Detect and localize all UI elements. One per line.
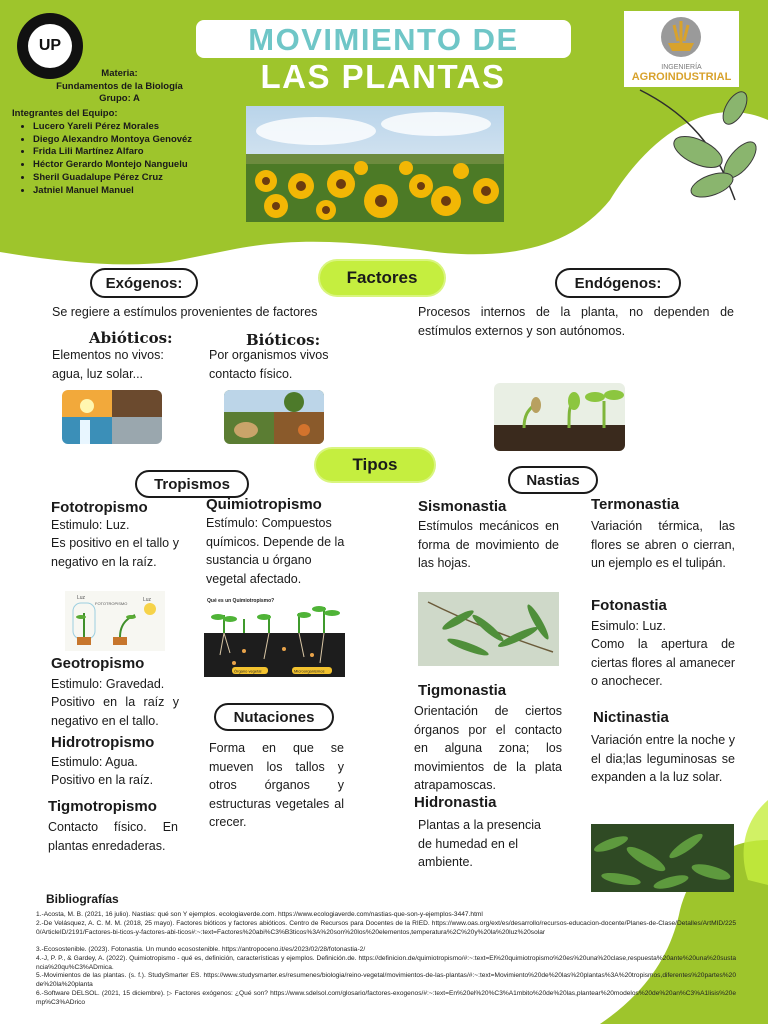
hidronastia-title: Hidronastia bbox=[414, 794, 497, 811]
quimiotropismo-desc: Estímulo: Compuestos químicos. Depende de la sustancia u órgano vegetal afectado. bbox=[206, 516, 345, 586]
fototropismo-desc: Es positivo en el tallo y negativo en la raíz. bbox=[51, 536, 179, 569]
quimiotropismo-figure bbox=[204, 593, 345, 677]
bibliografia-title: Bibliografías bbox=[46, 892, 119, 906]
fig-quimio-tag2: Microorganismos bbox=[294, 668, 325, 674]
hidrotropismo-title: Hidrotropismo bbox=[51, 734, 155, 751]
reference-item: 2.-De Velásquez, A. C. M. M. (2018, 25 mayo). Factores bióticos y factores abióticos. Centro de Recursos para Docentes de la RIED. https://www.oas.org/ext/es/desarrollo/recursos-educacion-docente/Planes-de-Clase/Detalles/ArtMID/2250/ArticleID/2191/Factores-bi-ticos-y-factores-abi-ticos#:~:text=Factores%20abi%C3%B3ticos%3A%20son%20los%20elementos,temperatura%2C%20y%20la%20luz%20solar bbox=[36, 920, 736, 936]
abioticos-title: Abióticos: bbox=[89, 329, 173, 347]
nictinastia-title: Nictinastia bbox=[593, 709, 669, 726]
nutaciones-desc: Forma en que se mueven los tallos y otros órganos y estructuras vegetales al crecer. bbox=[209, 741, 344, 829]
logo-caption-2: AGROINDUSTRIAL bbox=[631, 71, 732, 83]
fig-quimio-tag1: Órgano vegetal bbox=[234, 668, 262, 674]
bioticos-title: Bióticos: bbox=[246, 331, 321, 349]
tipos-pill: Tipos bbox=[316, 449, 434, 481]
sismonastia-image bbox=[418, 592, 559, 666]
fotonastia-stimulus: Esimulo: Luz. bbox=[591, 619, 667, 633]
member-item: • Frida Lili Martínez Alfaro bbox=[33, 146, 238, 159]
fig-foto-label-right: Luz bbox=[143, 597, 152, 603]
member-item: • Lucero Yareli Pérez Morales bbox=[33, 121, 238, 134]
termonastia-desc: Variación térmica, las flores se abren o cierran, un ejemplo es el tulipán. bbox=[591, 519, 735, 570]
quimiotropismo-title: Quimiotropismo bbox=[206, 496, 322, 513]
geotropismo-title: Geotropismo bbox=[51, 655, 145, 672]
logo-up-text: UP bbox=[28, 24, 72, 68]
termonastia-title: Termonastia bbox=[591, 496, 680, 513]
reference-item: 1.-Acosta, M. B. (2021, 16 julio). Nastias: qué son Y ejemplos. ecologiaverde.com. https://www.ecologiaverde.com/nastias-que-son-y-ejemplos-3447.html bbox=[36, 911, 483, 918]
reference-item: 6.-Software DELSOL. (2021, 15 diciembre). ▷ Factores exógenos: ¿Qué son? https://www.sdelsol.com/glosario/factores-exogenos/#:~:text=En%20el%20%C3%A1mbito%20de%20las,plantear%20modelos%20de%20an%C3%A1lisis%20emp%C3%ADrico bbox=[36, 990, 736, 1006]
exogenos-pill: Exógenos: bbox=[90, 268, 198, 298]
geotropismo-desc: Positivo en la raíz y negativo en el tallo. bbox=[51, 695, 179, 728]
tigmotropismo-title: Tigmotropismo bbox=[48, 798, 157, 815]
team-label: Integrantes del Equipo: bbox=[12, 108, 118, 119]
wheat-icon bbox=[624, 11, 739, 61]
fotonastia-desc: Como la apertura de ciertas flores al amanecer o anochecer. bbox=[591, 637, 735, 688]
materia-label: Materia: bbox=[101, 68, 138, 79]
bioticos-desc: Por organismos vivos contacto físico. bbox=[209, 348, 329, 381]
abioticos-desc: Elementos no vivos: agua, luz solar... bbox=[52, 348, 164, 381]
logo-caption-1: INGENIERÍA bbox=[661, 64, 702, 71]
nictinastia-image bbox=[591, 824, 734, 892]
endogenos-desc: Procesos internos de la planta, no dependen de estímulos externos y son autónomos. bbox=[418, 305, 734, 338]
page-title-line1: MOVIMIENTO DE bbox=[248, 22, 519, 57]
hidrotropismo-desc: Positivo en la raíz. bbox=[51, 773, 154, 787]
hidrotropismo-stimulus: Estimulo: Agua. bbox=[51, 755, 138, 769]
geotropismo-stimulus: Estimulo: Gravedad. bbox=[51, 677, 165, 691]
fototropismo-figure bbox=[65, 591, 165, 651]
member-item: • Jatniel Manuel Manuel bbox=[33, 185, 238, 198]
fig-quimio-title: Qué es un Quimiotropismo? bbox=[207, 598, 275, 604]
member-item: • Sheril Guadalupe Pérez Cruz bbox=[33, 172, 238, 185]
nictinastia-desc: Variación entre la noche y el dia;las leguminosas se expanden a la luz solar. bbox=[591, 733, 735, 784]
tropismos-pill: Tropismos bbox=[135, 470, 249, 498]
endogenos-pill: Endógenos: bbox=[555, 268, 681, 298]
tigmonastia-desc: Orientación de ciertos órganos por el contacto en alguna zona; los movimientos de la plata atrapamoscas. bbox=[414, 704, 562, 792]
fig-foto-label-top: Luz bbox=[77, 595, 86, 601]
reference-item: 4.-J, P. P., & Gardey, A. (2022). Quimiotropismo - qué es, definición, características y ejemplos. Definición.de. https://definicion.de/quimiotropismo/#:~:text=El%20quimiotropismo%20es%20una%20clase,respuesta%20ante%20una%20sustancia%20qu%C3%ADmica. bbox=[36, 955, 736, 971]
hidronastia-desc: Plantas a la presencia de humedad en el ambiente. bbox=[418, 818, 541, 869]
tigmonastia-title: Tigmonastia bbox=[418, 682, 507, 699]
nutaciones-pill: Nutaciones bbox=[214, 703, 334, 731]
tigmotropismo-desc: Contacto físico. En plantas enredaderas. bbox=[48, 820, 178, 853]
bioticos-image bbox=[224, 390, 324, 444]
member-item: • Diego Alexandro Montoya Genovéz bbox=[33, 134, 238, 147]
abioticos-image bbox=[62, 390, 162, 444]
materia-value: Fundamentos de la Biología bbox=[56, 80, 183, 92]
course-info bbox=[17, 68, 222, 106]
reference-item: 3.-Ecosostenible. (2023). Fotonastia. Un mundo ecosostenible. https://antropoceno.it/es/2023/02/28/fotonastia-2/ bbox=[36, 946, 366, 953]
endogenos-image bbox=[494, 383, 625, 451]
page-title-line2: LAS PLANTAS bbox=[260, 58, 506, 95]
fotonastia-title: Fotonastia bbox=[591, 597, 667, 614]
sismonastia-desc: Estímulos mecánicos en forma de movimiento de las hojas. bbox=[418, 519, 559, 570]
exogenos-desc: Se regiere a estímulos provenientes de factores bbox=[52, 305, 318, 319]
sismonastia-title: Sismonastia bbox=[418, 498, 507, 515]
member-item: • Héctor Gerardo Montejo Nanguelu bbox=[33, 159, 238, 172]
factores-pill: Factores bbox=[320, 261, 444, 295]
nastias-pill: Nastias bbox=[508, 466, 598, 494]
fototropismo-title: Fototropismo bbox=[51, 499, 148, 516]
reference-item: 5.-Movimientos de las plantas. (s. f.). StudySmarter ES. https://www.studysmarter.es/resumenes/biologia/reino-vegetal/movimientos-de-las-plantas/#:~:text=Movimiento%20de%20las%20plantas%3A%20tropismos,diferentes%20partes%20de%20la%20planta bbox=[36, 972, 736, 988]
team-list bbox=[18, 121, 238, 197]
fototropismo-stimulus: Estimulo: Luz. bbox=[51, 518, 130, 532]
grupo-label: Grupo: A bbox=[99, 93, 140, 105]
sunflower-photo bbox=[246, 106, 504, 222]
agroindustrial-logo bbox=[624, 11, 739, 87]
fig-foto-label-mid: FOTOTROPISMO bbox=[95, 601, 128, 606]
